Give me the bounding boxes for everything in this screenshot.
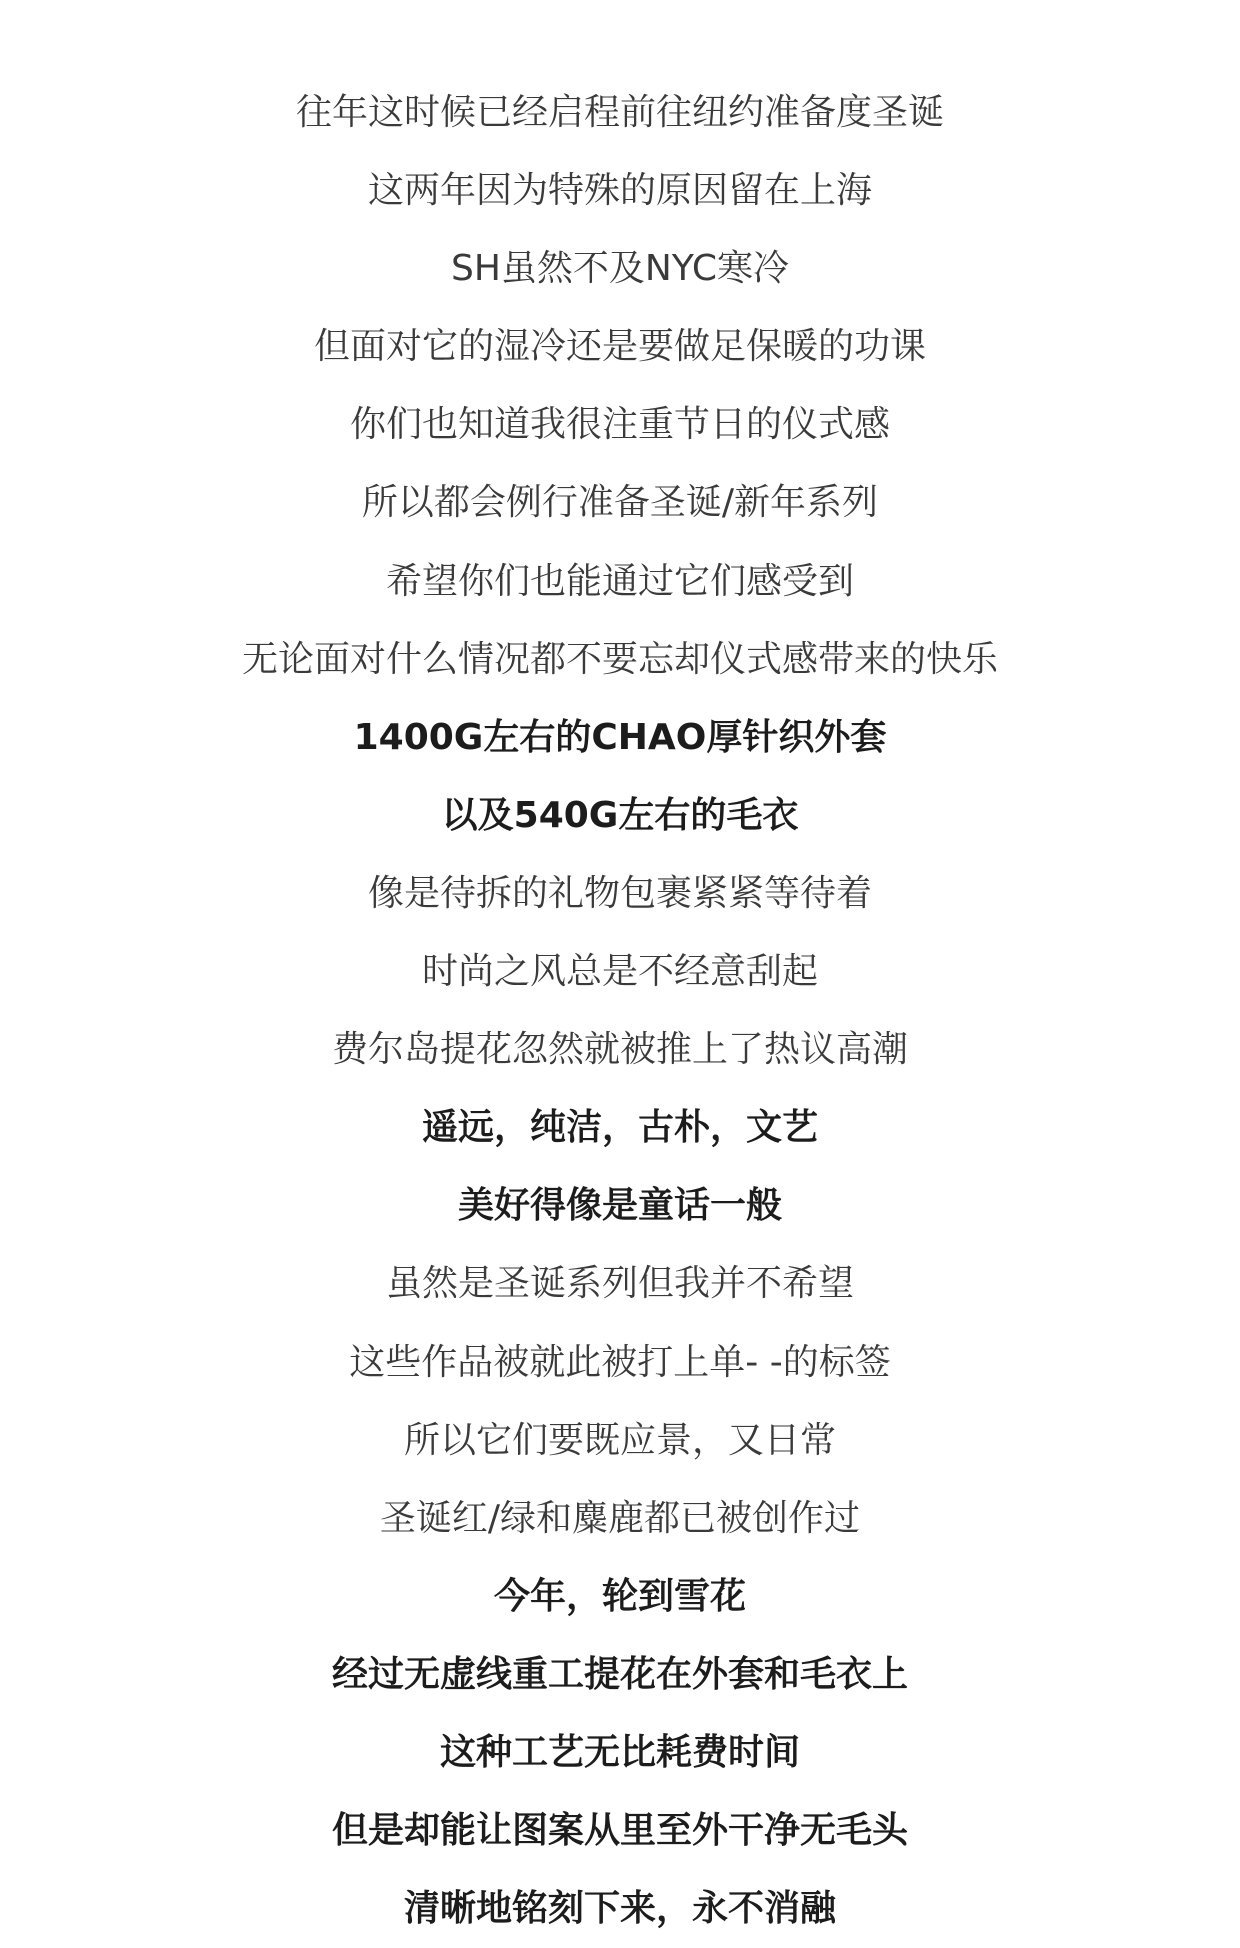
text-line: 清晰地铭刻下来，永不消融 xyxy=(403,1888,836,1930)
text-line: 这两年因为特殊的原因留在上海 xyxy=(367,170,872,212)
text-line: 往年这时候已经启程前往纽约准备度圣诞 xyxy=(295,92,944,133)
text-line: 今年，轮到雪花 xyxy=(493,1575,746,1617)
text-line: 美好得像是童话一般 xyxy=(457,1185,782,1227)
text-line: 这些作品被就此被打上单- -的标签 xyxy=(349,1341,891,1383)
text-line: 所以它们要既应景，又日常 xyxy=(403,1419,836,1461)
text-line: 希望你们也能通过它们感受到 xyxy=(385,560,854,602)
text-line: 经过无虚线重工提花在外套和毛衣上 xyxy=(331,1653,908,1695)
text-line: 圣诞红/绿和麋鹿都已被创作过 xyxy=(379,1497,861,1539)
text-line: 遥远，纯洁，古朴，文艺 xyxy=(421,1107,818,1149)
text-line: 时尚之风总是不经意刮起 xyxy=(421,951,818,993)
text-line: 以及540G左右的毛衣 xyxy=(441,794,799,836)
text-line: SH虽然不及NYC寒冷 xyxy=(450,248,789,290)
text-line: 1400G左右的CHAO厚针织外套 xyxy=(353,716,887,758)
text-line: 你们也知道我很注重节日的仪式感 xyxy=(349,404,890,446)
text-line: 虽然是圣诞系列但我并不希望 xyxy=(385,1263,854,1305)
text-line: 所以都会例行准备圣诞/新年系列 xyxy=(361,482,879,524)
text-line: 费尔岛提花忽然就被推上了热议高潮 xyxy=(331,1029,908,1071)
text-line: 但面对它的湿冷还是要做足保暖的功课 xyxy=(313,326,926,368)
text-line: 但是却能让图案从里至外干净无毛头 xyxy=(331,1810,908,1852)
text-line: 这种工艺无比耗费时间 xyxy=(439,1731,800,1773)
text-line: 像是待拆的礼物包裹紧紧等待着 xyxy=(367,872,872,914)
text-line: 无论面对什么情况都不要忘却仪式感带来的快乐 xyxy=(241,638,998,680)
poem-text-block xyxy=(0,74,1240,1948)
